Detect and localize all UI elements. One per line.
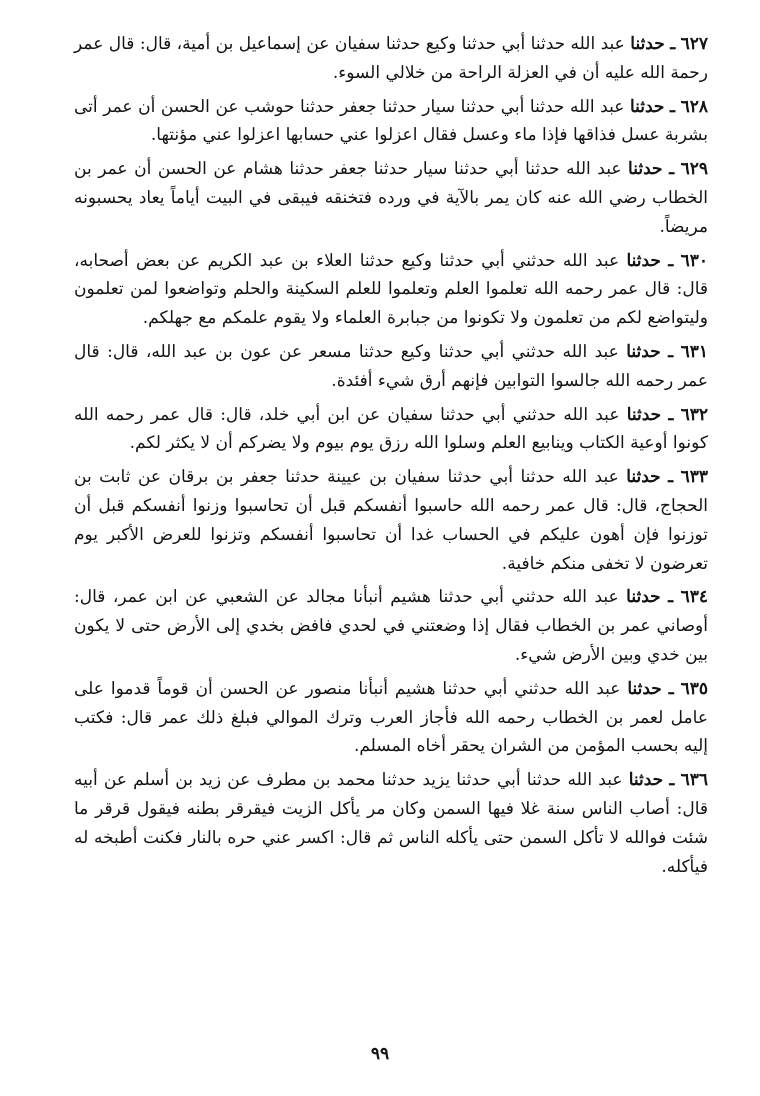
hadith-number: ٦٣٠: [680, 250, 709, 271]
hadith-lead-word: حدثنا: [626, 404, 662, 425]
hadith-entry: ٦٢٩ ـ حدثنا عبد الله حدثنا أبي حدثنا سيار حدثنا جعفر حدثنا هشام عن الحسن أن عمر بن الخطاب رضي الله عنه كان يمر بالآية في ورده فتخنقه فيبقى في البيت أياماً يعاد يحسبونه مريضاً.: [74, 159, 709, 237]
hadith-number: ٦٣٦: [680, 770, 708, 791]
hadith-entry: ٦٣٦ ـ حدثنا عبد الله حدثنا أبي حدثنا يزيد حدثنا محمد بن مطرف عن زيد بن أسلم عن أبيه قال: أصاب الناس سنة غلا فيها السمن وكان مر يأكل الزيت فيقرقر بطنه فيقول قرقر ما شئت فوالله لا تأكل السمن حتى يأكله الناس ثم قال: اكسر عني حره بالنار فكنت أطبخه له فيأكله.: [74, 770, 708, 877]
hadith-text: عبد الله حدثنا أبي حدثنا سيار حدثنا جعفر حدثنا هشام عن الحسن أن عمر بن الخطاب رضي الله عنه كان يمر بالآية في ورده فتخنقه فيبقى في البيت أياماً يعاد يحسبونه مريضاً.: [74, 159, 708, 237]
hadith-text: عبد الله حدثنا أبي حدثنا وكيع حدثنا سفيان عن إسماعيل بن أمية، قال: قال عمر رحمة الله عليه أن في العزلة الراحة من خلالي السوء.: [74, 34, 708, 83]
hadith-entry: ٦٢٧ ـ حدثنا عبد الله حدثنا أبي حدثنا وكيع حدثنا سفيان عن إسماعيل بن أمية، قال: قال عمر رحمة الله عليه أن في العزلة الراحة من خلالي السوء.: [74, 34, 709, 83]
hadith-number: ٦٣٢: [680, 404, 709, 425]
hadith-lead-word: حدثنا: [628, 159, 663, 180]
hadith-number: ٦٢٧: [680, 34, 709, 54]
hadith-text: عبد الله حدثني أبي حدثنا هشيم أنبأنا مجالد عن الشعبي عن ابن عمر، قال: أوصاني عمر بن الخطاب فقال إذا وضعتني في لحدي فافض بخدي إلى الأرض حتى لا يكون بين خدي وبين الأرض شيء.: [74, 587, 708, 665]
hadith-lead-word: حدثنا: [626, 341, 661, 362]
hadith-number: ٦٢٩: [680, 159, 709, 180]
hadith-entry: ٦٣٢ ـ حدثنا عبد الله حدثني أبي حدثنا سفيان عن ابن أبي خلد، قال: قال عمر رحمه الله كونوا أوعية الكتاب وينابيع العلم وسلوا الله رزق يوم بيوم ولا يضركم أن لا يكثر لكم.: [74, 404, 709, 454]
hadith-entry: ٦٣٠ ـ حدثنا عبد الله حدثني أبي حدثنا وكيع حدثنا العلاء بن عبد الكريم عن بعض أصحابه، قال: قال عمر رحمه الله تعلموا العلم وتعلموا للعلم السكينة والحلم وتواضعوا لمن تعلمون وليتواضع لكم من تعلمون ولا تكونوا من جبابرة العلماء ولا يقوم علمكم مع جهلكم.: [74, 250, 709, 329]
hadith-text: عبد الله حدثنا أبي حدثنا يزيد حدثنا محمد بن مطرف عن زيد بن أسلم عن أبيه قال: أصاب الناس سنة غلا فيها السمن وكان مر يأكل الزيت فيقرقر بطنه فيقول قرقر ما شئت فوالله لا تأكل السمن حتى يأكله الناس ثم قال: اكسر عني حره بالنار فكنت أطبخه له فيأكله.: [74, 770, 708, 877]
hadith-lead-word: حدثنا: [629, 96, 665, 117]
hadith-lead-word: حدثنا: [628, 770, 664, 791]
hadith-entry: ٦٣١ ـ حدثنا عبد الله حدثني أبي حدثنا وكيع حدثنا مسعر عن عون بن عبد الله، قال: قال عمر رحمه الله جالسوا التوابين فإنهم أرق شيء أفئدة.: [74, 341, 708, 391]
hadith-number: ٦٢٨: [680, 96, 708, 117]
page-number: ٩٩: [370, 1044, 390, 1064]
hadith-entry: ٦٣٥ ـ حدثنا عبد الله حدثني أبي حدثنا هشيم أنبأنا منصور عن الحسن أن قوماً قدموا على عامل لعمر بن الخطاب رحمه الله فأجاز العرب وترك الموالي فبلغ ذلك عمر قال: فكتب إليه بحسب المؤمن من الشران يحقر أخاه المسلم.: [74, 678, 708, 757]
hadith-number: ٦٣١: [680, 341, 708, 362]
hadith-lead-word: حدثنا: [626, 250, 661, 271]
hadith-text: عبد الله حدثنا أبي حدثنا سيار حدثنا جعفر حدثنا حوشب عن الحسن أن عمر أتى بشربة عسل فذاقها فإذا ماء وعسل فقال اعزلوا عني حسابها اعزلوا عني مؤنتها.: [74, 96, 708, 146]
hadith-text: عبد الله حدثنا أبي حدثنا سفيان بن عيينة حدثنا جعفر بن برقان عن ثابت بن الحجاج، قال: قال عمر رحمه الله حاسبوا أنفسكم قبل أن تحاسبوا وزنوا أنفسكم قبل أن توزنوا فإن أهون عليكم في الحساب غدا أن تحاسبوا أنفسكم وتزنوا للعرض الأكبر يوم تعرضون لا تخفى منكم خافية.: [74, 467, 708, 574]
hadith-entry: ٦٣٤ ـ حدثنا عبد الله حدثني أبي حدثنا هشيم أنبأنا مجالد عن الشعبي عن ابن عمر، قال: أوصاني عمر بن الخطاب فقال إذا وضعتني في لحدي فافض بخدي إلى الأرض حتى لا يكون بين خدي وبين الأرض شيء.: [74, 587, 708, 665]
page-body: [74, 30, 708, 886]
hadith-number: ٦٣٣: [680, 467, 708, 488]
hadith-lead-word: حدثنا: [630, 34, 665, 54]
hadith-number: ٦٣٥: [680, 678, 708, 699]
hadith-entry: ٦٣٣ ـ حدثنا عبد الله حدثنا أبي حدثنا سفيان بن عيينة حدثنا جعفر بن برقان عن ثابت بن الحجاج، قال: قال عمر رحمه الله حاسبوا أنفسكم قبل أن تحاسبوا وزنوا أنفسكم قبل أن توزنوا فإن أهون عليكم في الحساب غدا أن تحاسبوا أنفسكم وتزنوا للعرض الأكبر يوم تعرضون لا تخفى منكم خافية.: [74, 467, 708, 574]
hadith-text: عبد الله حدثني أبي حدثنا هشيم أنبأنا منصور عن الحسن أن قوماً قدموا على عامل لعمر بن الخطاب رحمه الله فأجاز العرب وترك الموالي فبلغ ذلك عمر قال: فكتب إليه بحسب المؤمن من الشران يحقر أخاه المسلم.: [74, 678, 708, 757]
hadith-number: ٦٣٤: [680, 587, 708, 608]
hadith-text: عبد الله حدثني أبي حدثنا وكيع حدثنا العلاء بن عبد الكريم عن بعض أصحابه، قال: قال عمر رحمه الله تعلموا العلم وتعلموا للعلم السكينة والحلم وتواضعوا لمن تعلمون وليتواضع لكم من تعلمون ولا تكونوا من جبابرة العلماء ولا يقوم علمكم مع جهلكم.: [74, 250, 708, 329]
hadith-lead-word: حدثنا: [626, 467, 661, 488]
hadith-text: عبد الله حدثني أبي حدثنا سفيان عن ابن أبي خلد، قال: قال عمر رحمه الله كونوا أوعية الكتاب وينابيع العلم وسلوا الله رزق يوم بيوم ولا يضركم أن لا يكثر لكم.: [74, 404, 708, 454]
hadith-text: عبد الله حدثني أبي حدثنا وكيع حدثنا مسعر عن عون بن عبد الله، قال: قال عمر رحمه الله جالسوا التوابين فإنهم أرق شيء أفئدة.: [74, 341, 708, 391]
hadith-lead-word: حدثنا: [626, 587, 661, 608]
hadith-lead-word: حدثنا: [627, 678, 662, 699]
hadith-entry: ٦٢٨ ـ حدثنا عبد الله حدثنا أبي حدثنا سيار حدثنا جعفر حدثنا حوشب عن الحسن أن عمر أتى بشربة عسل فذاقها فإذا ماء وعسل فقال اعزلوا عني حسابها اعزلوا عني مؤنتها.: [74, 96, 708, 146]
